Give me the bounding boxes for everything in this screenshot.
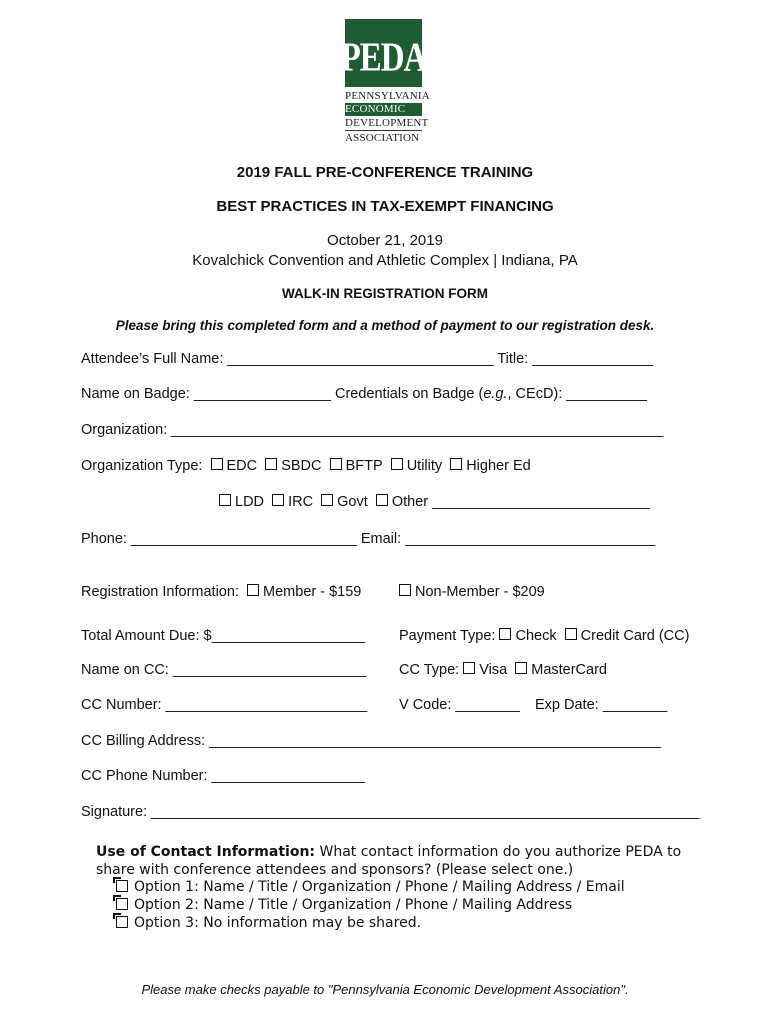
event-date: October 21, 2019 [327,232,443,249]
org-type-label: Organization Type: [81,458,203,474]
checkbox-icon[interactable] [116,898,128,910]
payment-type-label: Payment Type: [399,628,496,644]
form-name: WALK-IN REGISTRATION FORM [282,286,488,301]
org-type-govt[interactable]: Govt [321,494,368,510]
org-type-other[interactable]: Other ___________________________ [376,494,650,510]
checkbox-icon[interactable] [463,662,475,674]
cc-phone-field[interactable]: CC Phone Number: ___________________ [81,768,365,784]
contact-option-1[interactable]: Option 1: Name / Title / Organization / Phone / Mailing Address / Email [116,879,625,895]
org-type-row [81,458,531,474]
logo-line-3: DEVELOPMENT [345,117,429,129]
billing-address-field[interactable]: CC Billing Address: ________________________________________________________ [81,733,661,749]
org-type-higher-ed[interactable]: Higher Ed [450,458,530,474]
cc-visa-option[interactable]: Visa [463,662,507,678]
org-type-ldd[interactable]: LDD [219,494,264,510]
footer-note: Please make checks payable to "Pennsylvania Economic Development Association". [141,982,629,997]
reg-nonmember-option[interactable]: Non-Member - $209 [399,584,545,600]
checkbox-icon[interactable] [391,458,403,470]
checkbox-icon[interactable] [399,584,411,596]
contact-use-line2: share with conference attendees and sponsors? (Please select one.) [96,862,574,878]
checkbox-icon[interactable] [219,494,231,506]
checkbox-icon[interactable] [116,916,128,928]
org-type-sbdc[interactable]: SBDC [265,458,321,474]
org-type-irc[interactable]: IRC [272,494,313,510]
page-title: 2019 FALL PRE-CONFERENCE TRAINING [236,164,534,181]
checkbox-icon[interactable] [565,628,577,640]
credentials-label: Credentials on Badge (e.g., CEcD): __________ [334,386,647,402]
payment-cc-option[interactable]: Credit Card (CC) [565,628,690,644]
logo-mark: PEDA [340,34,427,80]
total-due-field[interactable]: Total Amount Due: $___________________ [81,628,365,644]
event-venue: Kovalchick Convention and Athletic Complex | Indiana, PA [192,252,578,269]
organization-field[interactable]: Organization: _____________________________________________________________ [81,422,664,438]
email-label: Email: _______________________________ [360,531,656,547]
v-code-field[interactable]: V Code: ________ [399,697,520,713]
checkbox-icon[interactable] [330,458,342,470]
phone-label: Phone: ____________________________ [81,531,357,547]
logo-line-4: ASSOCIATION [345,132,420,144]
cc-name-field[interactable]: Name on CC: ________________________ [81,662,367,678]
instructions: Please bring this completed form and a method of payment to our registration desk. [115,318,655,333]
checkbox-icon[interactable] [321,494,333,506]
registration-row [81,584,361,600]
peda-logo [340,19,427,87]
cc-number-field[interactable]: CC Number: _________________________ [81,697,368,713]
org-type-row-2 [219,494,650,510]
logo-rule [345,130,422,131]
checkbox-icon[interactable] [116,880,128,892]
contact-use-heading: Use of Contact Information: [96,844,316,860]
contact-option-3[interactable]: Option 3: No information may be shared. [116,915,421,931]
checkbox-icon[interactable] [272,494,284,506]
page-subtitle: BEST PRACTICES IN TAX-EXEMPT FINANCING [216,198,554,215]
contact-row[interactable] [81,531,655,547]
checkbox-icon[interactable] [499,628,511,640]
org-type-utility[interactable]: Utility [391,458,442,474]
logo-line-2: ECONOMIC [345,103,422,116]
logo-line-1: PENNSYLVANIA [345,90,430,102]
full-name-field[interactable] [81,351,653,367]
checkbox-icon[interactable] [450,458,462,470]
cc-type-label: CC Type: [399,662,460,678]
exp-date-field[interactable]: Exp Date: ________ [535,697,668,713]
registration-label: Registration Information: [81,584,239,600]
checkbox-icon[interactable] [211,458,223,470]
signature-field[interactable]: Signature: ____________________________________________________________________ [81,804,700,820]
badge-row[interactable] [81,386,647,402]
org-type-edc[interactable]: EDC [211,458,258,474]
contact-use-text [96,843,696,879]
cc-mastercard-option[interactable]: MasterCard [515,662,607,678]
checkbox-icon[interactable] [247,584,259,596]
full-name-label: Attendee’s Full Name: _________________________________ [81,351,494,367]
payment-type-row [399,628,689,644]
cc-type-row [399,662,607,678]
payment-check-option[interactable]: Check [499,628,556,644]
checkbox-icon[interactable] [515,662,527,674]
reg-member-option[interactable]: Member - $159 [247,584,361,600]
title-label: Title: _______________ [497,351,654,367]
badge-name-label: Name on Badge: _________________ [81,386,331,402]
contact-use-line1: What contact information do you authorize PEDA to [315,844,682,860]
checkbox-icon[interactable] [265,458,277,470]
contact-option-2[interactable]: Option 2: Name / Title / Organization / Phone / Mailing Address [116,897,572,913]
checkbox-icon[interactable] [376,494,388,506]
org-type-bftp[interactable]: BFTP [330,458,383,474]
